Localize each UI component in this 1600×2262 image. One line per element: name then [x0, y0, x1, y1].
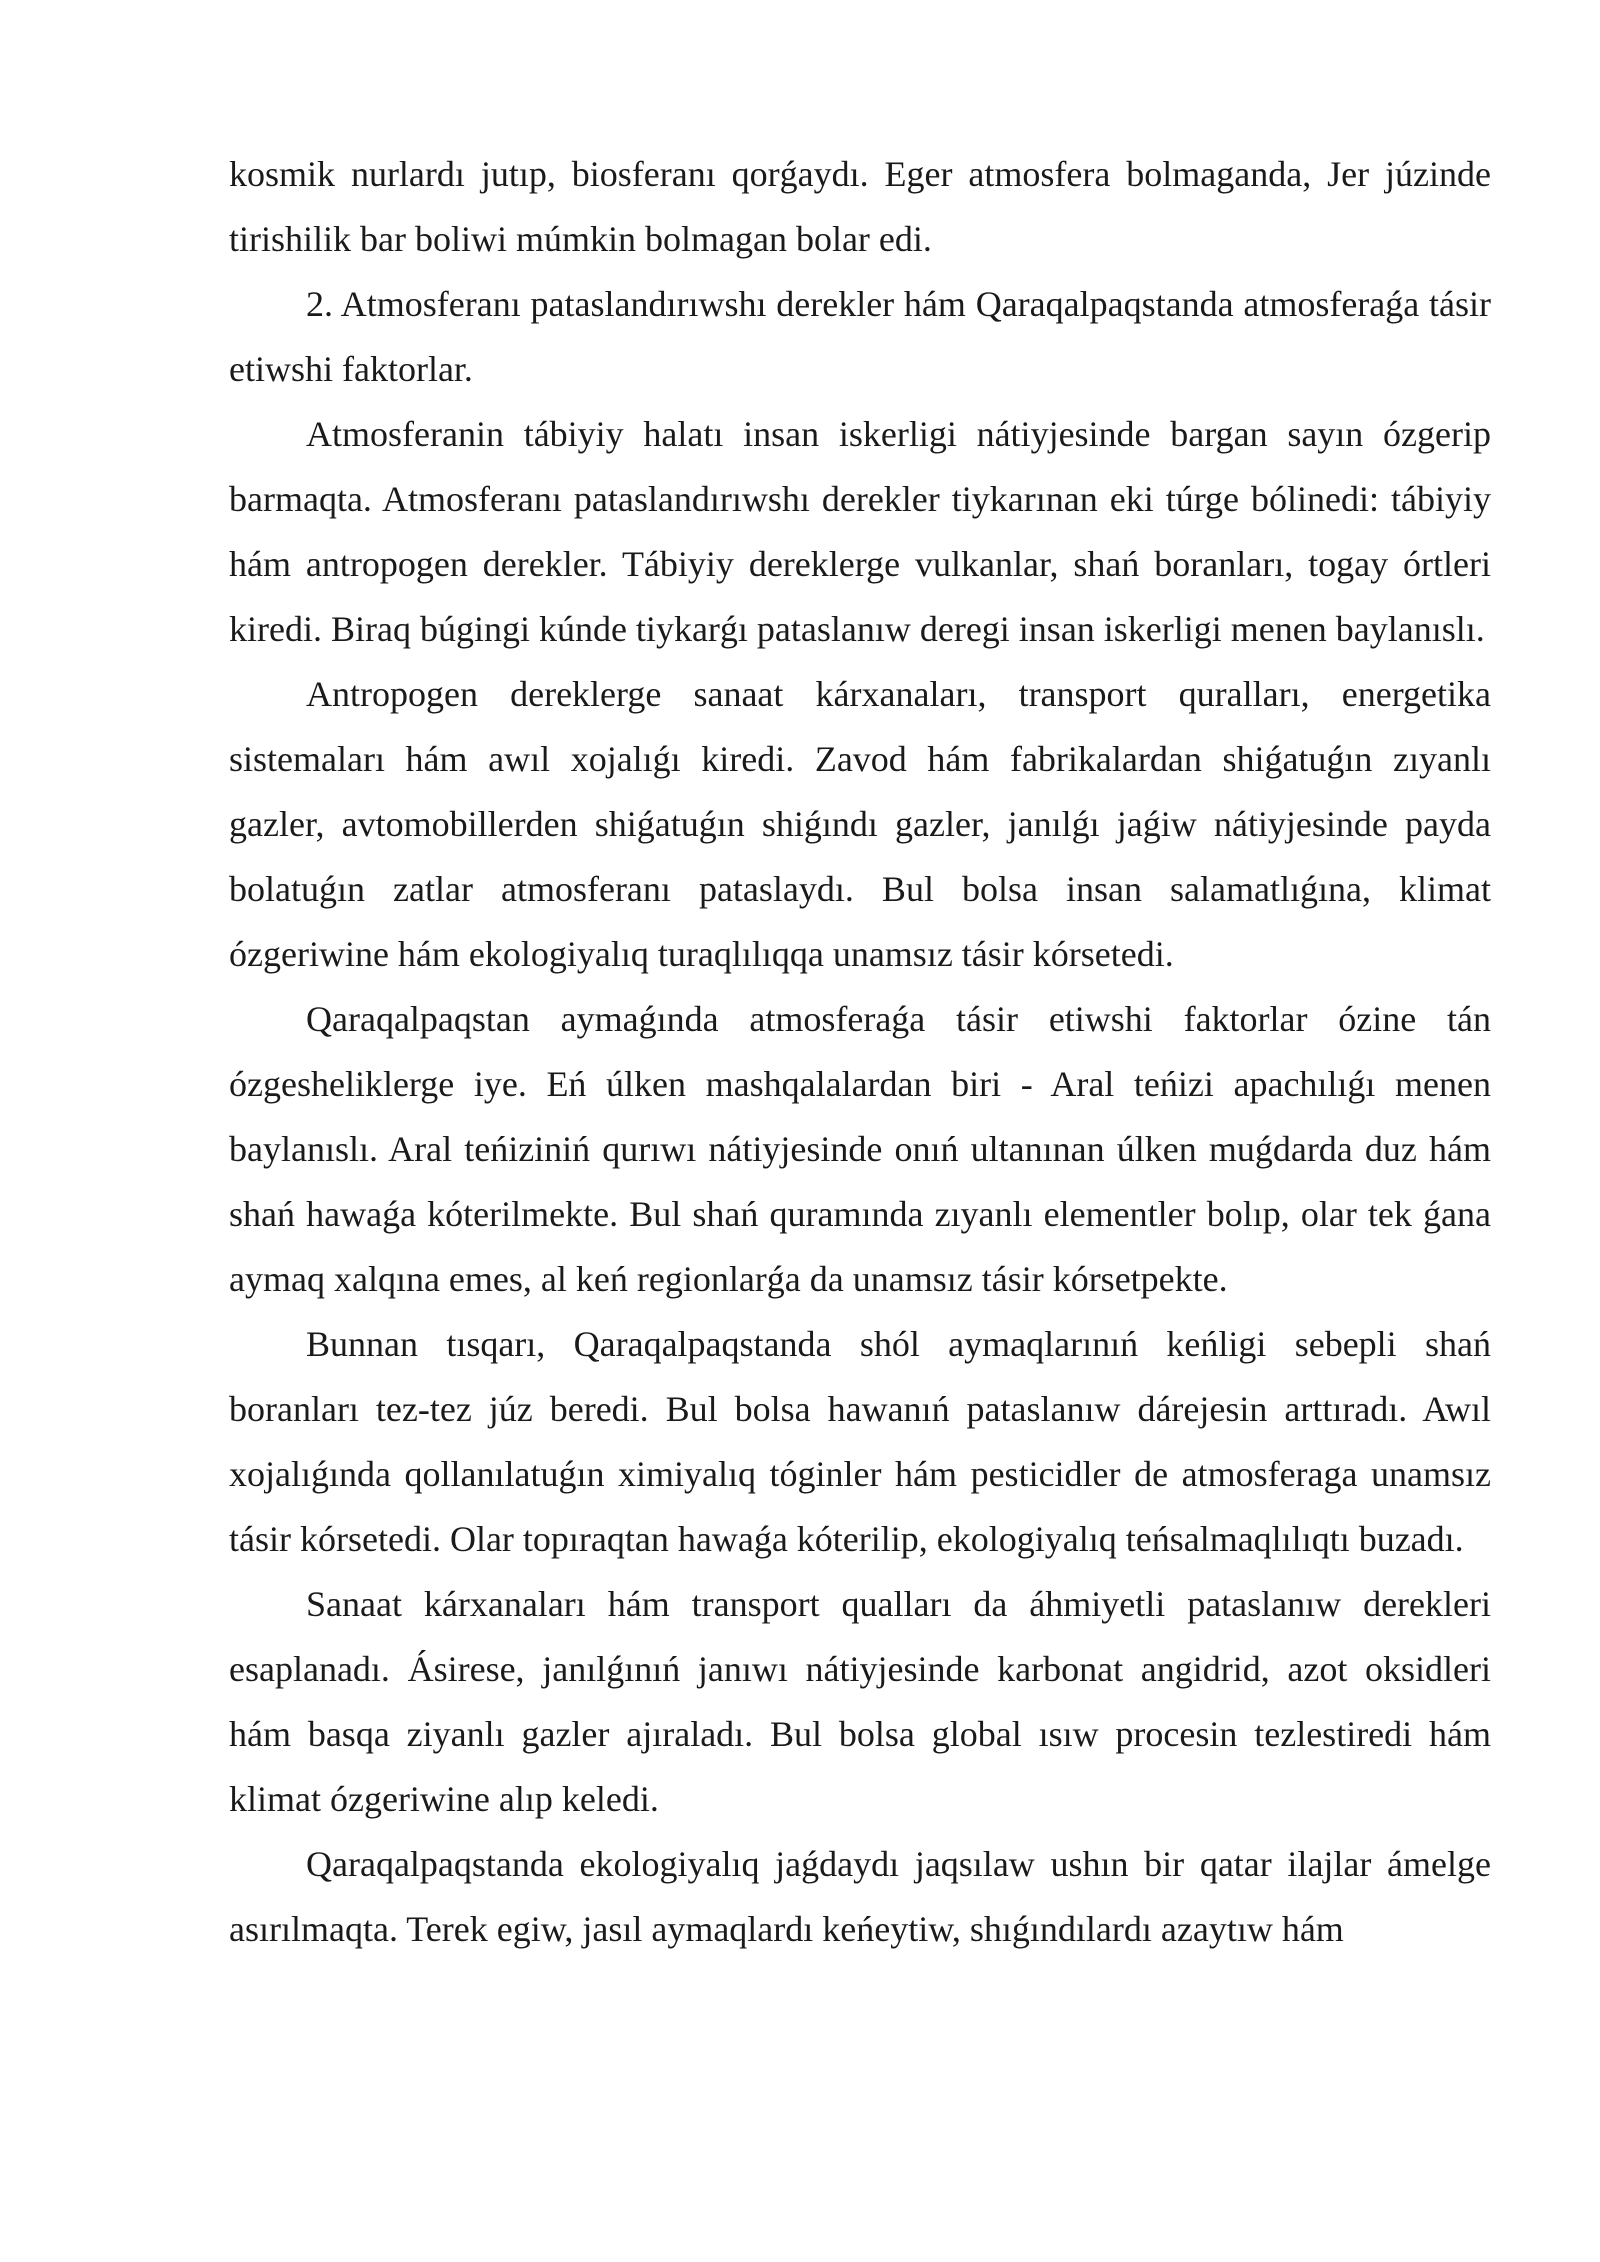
- section-heading-2: 2. Atmosferanı pataslandırıwshı derekler hám Qaraqalpaqstanda atmosferaǵa tásir etiwshi faktorlar.: [229, 284, 1491, 389]
- paragraph-anthropogen-sources: Antropogen dereklerge sanaat kárxanaları, transport quralları, energetika sistemaları hám awıl xojalıǵı kiredi. Zavod hám fabrikalardan shiǵatuǵın zıyanlı gazler, avtomobillerden shiǵatuǵın shiǵındı gazler, janılǵı jaǵiw nátiyjesinde payda bolatuǵın zatlar atmosferanı pataslaydı. Bul bolsa insan salamatlıǵına, klimat ózgeriwine hám ekologiyalıq turaqlılıqqa unamsız tásir kórsetedi.: [229, 674, 1491, 974]
- paragraph-measures: Qaraqalpaqstanda ekologiyalıq jaǵdaydı jaqsılaw ushın bir qatar ilajlar ámelge asırılmaqta. Terek egiw, jasıl aymaqlardı keńeytiw, shıǵındılardı azaytıw hám: [229, 1844, 1491, 1949]
- paragraph-natural-sources: Atmosferanin tábiyiy halatı insan iskerligi nátiyjesinde bargan sayın ózgerip barmaqta. Atmosferanı pataslandırıwshı derekler tiykarınan eki túrge bólinedi: tábiyiy hám antropogen derekler. Tábiyiy dereklerge vulkanlar, shań boranları, togay órtleri kiredi. Biraq búgingi kúnde tiykarǵı pataslanıw deregi insan iskerligi menen baylanıslı.: [229, 414, 1491, 649]
- document-page: [229, 142, 1491, 1962]
- paragraph-industry-transport: Sanaat kárxanaları hám transport qualları da áhmiyetli pataslanıw derekleri esaplanadı. Ásirese, janılǵınıń janıwı nátiyjesinde karbonat angidrid, azot oksidleri hám basqa ziyanlı gazler ajıraladı. Bul bolsa global ısıw procesin tezlestiredi hám klimat ózgeriwine alıp keledi.: [229, 1584, 1491, 1819]
- paragraph-aral-sea: Qaraqalpaqstan aymaǵında atmosferaǵa tásir etiwshi faktorlar ózine tán ózgesheliklerge iye. Eń úlken mashqalalardan biri - Aral teńizi apachılıǵı menen baylanıslı. Aral teńiziniń qurıwı nátiyjesinde onıń ultanınan úlken muǵdarda duz hám shań hawaǵa kóterilmekte. Bul shań quramında zıyanlı elementler bolıp, olar tek ǵana aymaq xalqına emes, al keń regionlarǵa da unamsız tásir kórsetpekte.: [229, 999, 1491, 1299]
- paragraph-dust-storms: Bunnan tısqarı, Qaraqalpaqstanda shól aymaqlarınıń keńligi sebepli shań boranları tez-tez júz beredi. Bul bolsa hawanıń pataslanıw dárejesin arttıradı. Awıl xojalıǵında qollanılatuǵın ximiyalıq tóginler hám pesticidler de atmosferaga unamsız tásir kórsetedi. Olar topıraqtan hawaǵa kóterilip, ekologiyalıq teńsalmaqlılıqtı buzadı.: [229, 1324, 1491, 1559]
- paragraph-continuation: kosmik nurlardı jutıp, biosferanı qorǵaydı. Eger atmosfera bolmaganda, Jer júzinde tirishilik bar boliwi múmkin bolmagan bolar edi.: [229, 154, 1491, 259]
